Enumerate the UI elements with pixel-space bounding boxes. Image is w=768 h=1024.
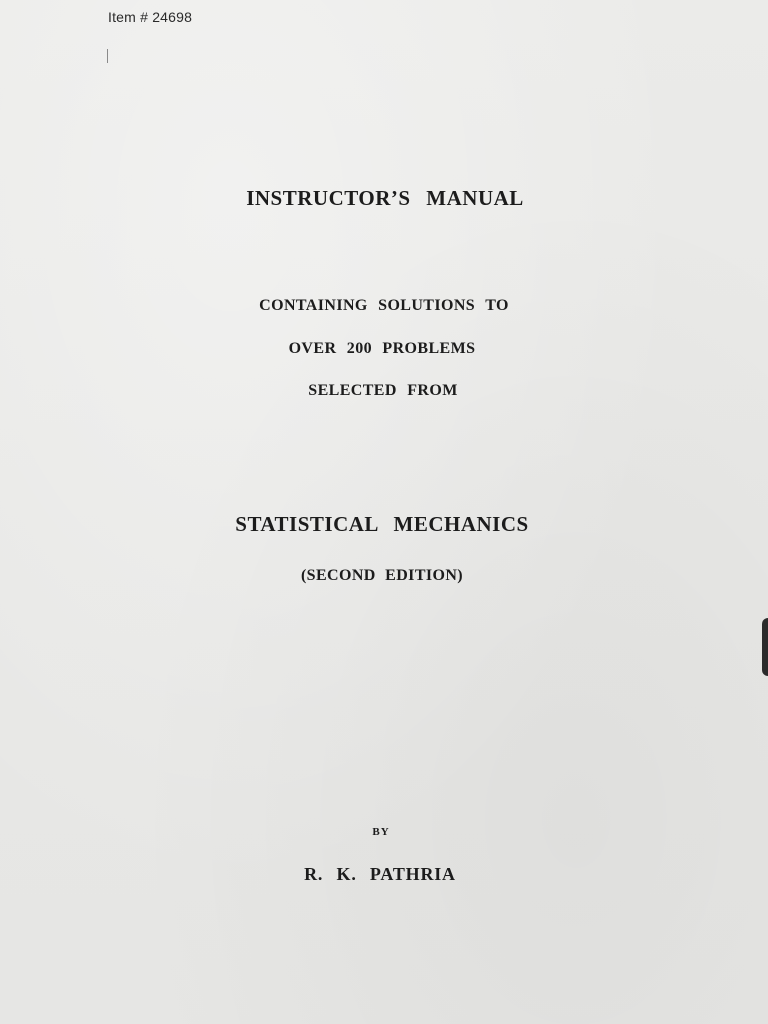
edition-label: (SECOND EDITION) bbox=[300, 567, 464, 584]
scan-artifact-mark bbox=[107, 49, 108, 63]
item-number-stamp: Item # 24698 bbox=[108, 9, 193, 25]
manual-title: INSTRUCTOR’S MANUAL bbox=[246, 186, 524, 210]
by-label: BY bbox=[372, 826, 390, 838]
subtitle-line-3: SELECTED FROM bbox=[308, 382, 458, 399]
author-name: R. K. PATHRIA bbox=[304, 864, 456, 884]
subtitle-line-2: OVER 200 PROBLEMS bbox=[288, 340, 476, 357]
subtitle-line-1: CONTAINING SOLUTIONS TO bbox=[259, 297, 509, 314]
page-edge-shadow bbox=[762, 618, 768, 676]
book-title: STATISTICAL MECHANICS bbox=[235, 512, 529, 536]
